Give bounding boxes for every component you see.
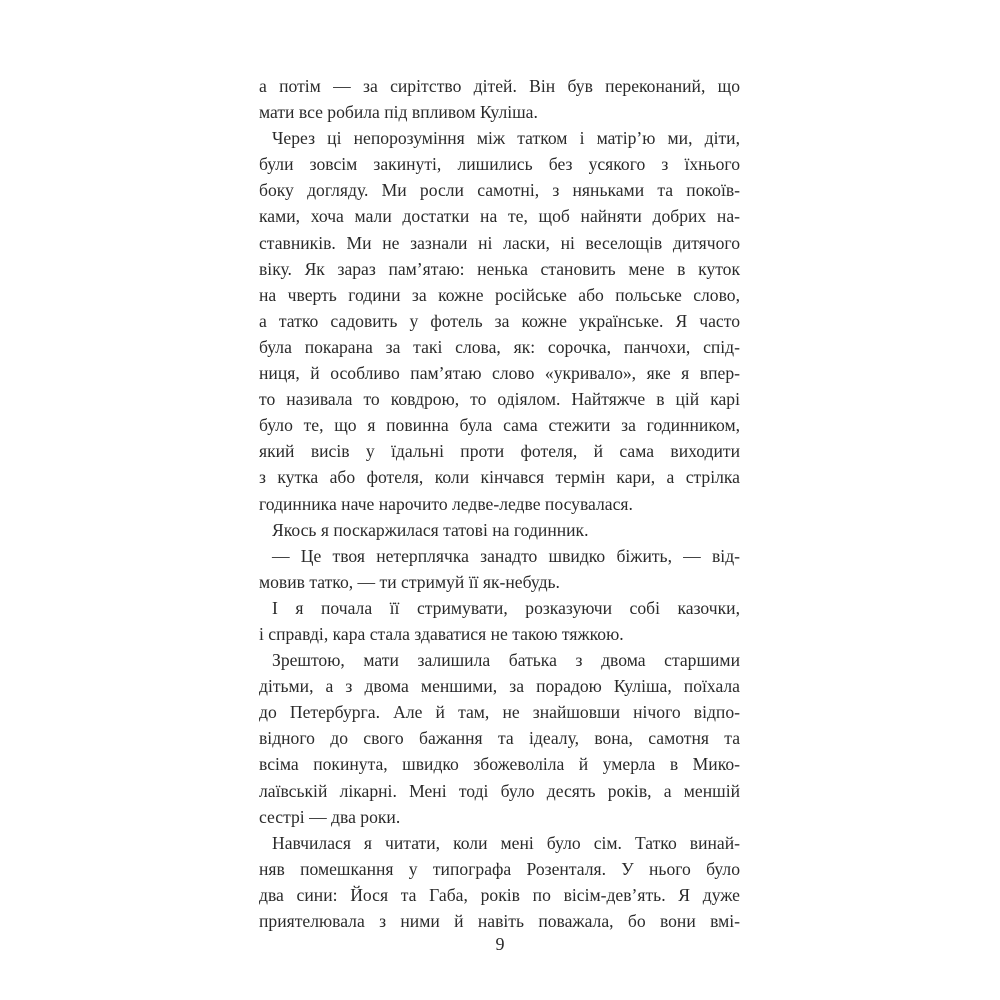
text-line: і справді, кара стала здаватися не такою тяжкою. (259, 623, 624, 644)
text-line: з кутка або фотеля, коли кінчався термін кари, а стрілка (259, 467, 740, 488)
text-line: сестрі — два роки. (259, 806, 401, 827)
text-line: лаївській лікарні. Мені тоді було десять років, а меншій (259, 780, 740, 801)
text-line: приятелювала з ними й навіть поважала, бо вони вмі- (259, 911, 740, 931)
text-line: який висів у їдальні проти фотеля, й сама виходити (259, 441, 740, 462)
text-line: няв помешкання у типографа Розенталя. У нього було (259, 858, 740, 879)
text-line: всіма покинута, швидко збожеволіла й умерла в Мико- (259, 754, 740, 775)
text-line: на чверть години за кожне російське або польське слово, (259, 284, 740, 305)
page-number: 9 (495, 934, 505, 954)
text-line: два сини: Йося та Габа, років по вісім-дев’ять. Я дуже (259, 884, 740, 905)
text-line: мовив татко, — ти стримуй її як-небудь. (259, 571, 560, 592)
text-line: Навчилася я читати, коли мені було сім. Татко винай- (272, 832, 740, 853)
text-line: ставників. Ми не зазнали ні ласки, ні веселощів дитячого (259, 232, 740, 253)
text-line: І я почала її стримувати, розказуючи собі казочки, (272, 597, 740, 618)
text-line: ками, хоча мали достатки на те, щоб найняти добрих на- (259, 206, 740, 227)
text-line: боку догляду. Ми росли самотні, з няньками та покоїв- (259, 180, 740, 201)
text-line: Через ці непорозуміння між татком і матір’ю ми, діти, (272, 128, 740, 149)
text-line: було те, що я повинна була сама стежити за годинником, (259, 415, 740, 436)
text-line: Якось я поскаржилася татові на годинник. (272, 519, 589, 540)
text-line: були зовсім закинуті, лишились без усякого з їхнього (259, 154, 740, 175)
page-body-text (259, 73, 740, 934)
text-line: до Петербурга. Але й там, не знайшовши нічого відпо- (259, 702, 740, 723)
text-line: годинника наче нарочито ледве-ледве посувалася. (259, 493, 633, 514)
text-line: а татко садовить у фотель за кожне українське. Я часто (259, 310, 740, 331)
text-line: ниця, й особливо пам’ятаю слово «укривало», яке я впер- (259, 363, 740, 384)
text-line: то називала то ковдрою, то одіялом. Найтяжче в цій карі (259, 389, 740, 410)
text-line: — Це твоя нетерплячка занадто швидко біжить, — від- (272, 545, 740, 566)
text-line: а потім — за сирітство дітей. Він був переконаний, що (259, 76, 740, 96)
text-line: віку. Як зараз пам’ятаю: ненька становить мене в куток (259, 258, 740, 279)
text-line: Зрештою, мати залишила батька з двома старшими (272, 650, 740, 671)
text-line: була покарана за такі слова, як: сорочка, панчохи, спід- (259, 336, 740, 357)
text-line: дітьми, а з двома меншими, за порадою Куліша, поїхала (259, 676, 740, 697)
text-line: мати все робила під впливом Куліша. (259, 102, 538, 123)
text-line: відного до свого бажання та ідеалу, вона, самотня та (259, 728, 740, 749)
